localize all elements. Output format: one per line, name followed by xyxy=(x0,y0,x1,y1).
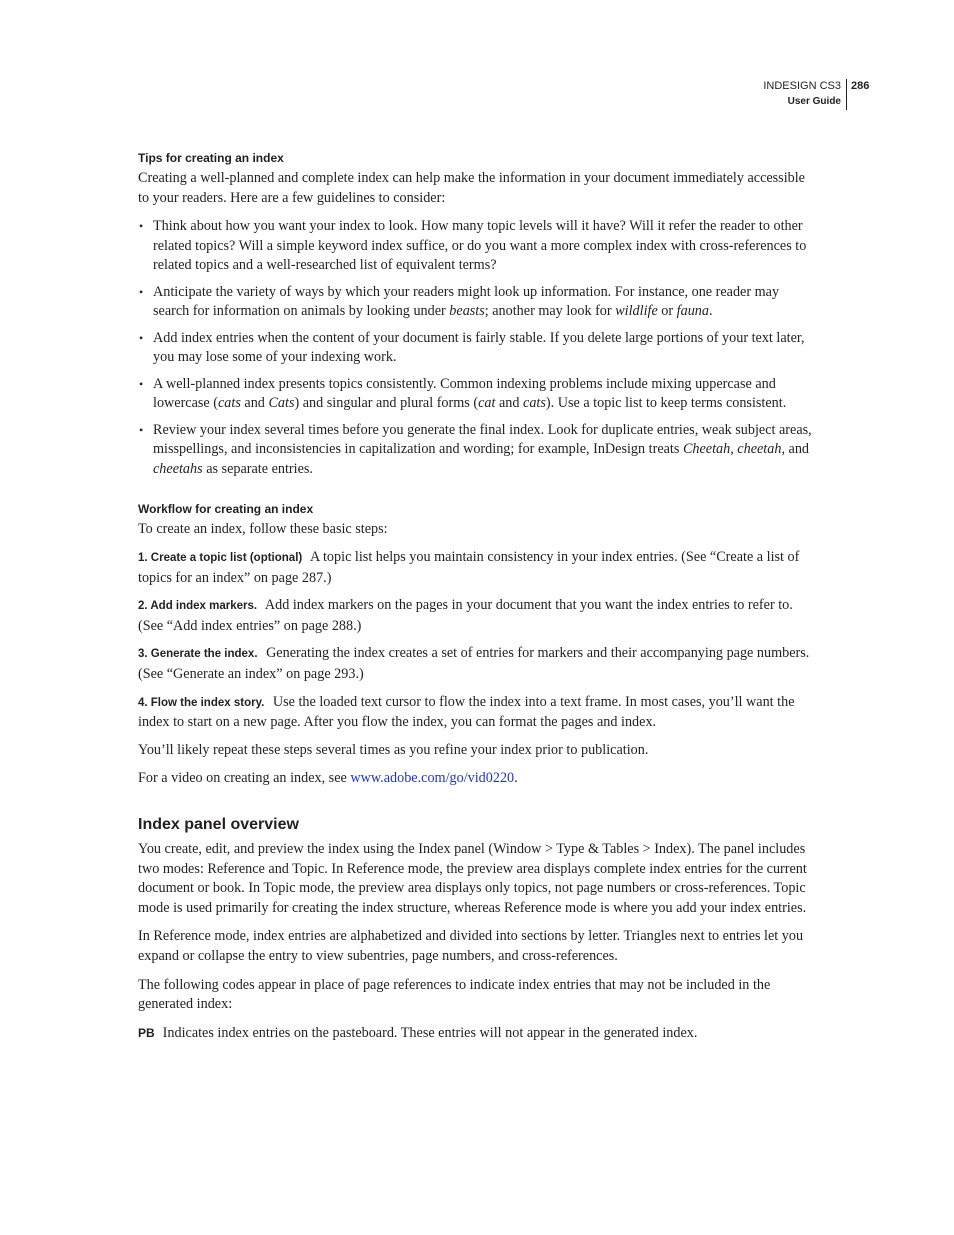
list-item: • Review your index several times before you generate the final index. Look for duplicate entries, weak subject areas, misspellings, and inconsistencies in capitalization and wording; for example, InDesign treats Cheetah, cheetah, and cheetahs as separate entries. xyxy=(138,421,818,480)
step-lead: 1. Create a topic list (optional) xyxy=(138,552,303,565)
code-definition: PB Indicates index entries on the pasteboard. These entries will not appear in the generated index. xyxy=(138,1024,698,1041)
panel-paragraph: The following codes appear in place of page references to indicate index entries that may not be included in the generated index: xyxy=(138,976,771,1013)
video-link[interactable]: www.adobe.com/go/vid0220 xyxy=(350,770,515,787)
list-item: • A well-planned index presents topics consistently. Common indexing problems include mixing uppercase and lowercase (cats and Cats) and singular and plural forms (cat and cats). Use a topic list to keep terms consistent. xyxy=(138,375,818,414)
step-lead: 2. Add index markers. xyxy=(138,600,258,613)
guide-name: User Guide xyxy=(787,96,841,107)
workflow-section xyxy=(138,501,818,790)
tips-heading: Tips for creating an index xyxy=(138,151,284,165)
index-panel-section xyxy=(138,815,818,1043)
step-lead: 4. Flow the index story. xyxy=(138,696,265,709)
product-name: INDESIGN CS3 xyxy=(763,80,841,92)
repeat-note: You’ll likely repeat these steps several times as you refine your index prior to publication. xyxy=(138,741,649,758)
workflow-step: 3. Generate the index. Generating the index creates a set of entries for markers and their accompanying page numbers. (See “Generate an index” on page 293.) xyxy=(138,645,810,683)
panel-paragraph: You create, edit, and preview the index using the Index panel (Window > Type & Tables > Index). The panel includes two modes: Reference and Topic. In Reference mode, the preview area displays complete index entries for the current document or book. In Topic mode, the preview area displays only topics, not page numbers or cross-references. Topic mode is used primarily for creating the index structure, whereas Reference mode is where you add your index entries. xyxy=(138,841,807,916)
running-header xyxy=(700,79,870,110)
page-content xyxy=(138,150,818,1043)
workflow-step: 2. Add index markers. Add index markers on the pages in your document that you want the index entries to refer to. (See “Add index entries” on page 288.) xyxy=(138,597,793,634)
tips-section xyxy=(138,150,818,480)
index-panel-heading: Index panel overview xyxy=(138,816,299,834)
list-item: • Anticipate the variety of ways by which your readers might look up information. For instance, one reader may search for information on animals by looking under beasts; another may look for wildlife or fauna. xyxy=(138,283,818,322)
workflow-intro: To create an index, follow these basic steps: xyxy=(138,520,388,537)
step-lead: 3. Generate the index. xyxy=(138,648,258,661)
list-item: • Add index entries when the content of your document is fairly stable. If you delete large portions of your text later, you may lose some of your indexing work. xyxy=(138,329,818,368)
workflow-step: 1. Create a topic list (optional) A topic list helps you maintain consistency in your index entries. (See “Create a list of topics for an index” on page 287.) xyxy=(138,549,800,586)
video-note: For a video on creating an index, see www.adobe.com/go/vid0220. xyxy=(138,770,518,787)
list-item: • Think about how you want your index to look. How many topic levels will it have? Will it refer the reader to other related topics? Will a simple keyword index suffice, or do you want a more complex index with cross-references to related topics and a well-researched list of equivalent terms? xyxy=(138,217,818,276)
code-label: PB xyxy=(138,1025,155,1040)
workflow-heading: Workflow for creating an index xyxy=(138,501,314,516)
page-number: 286 xyxy=(851,80,870,92)
tips-intro: Creating a well-planned and complete index can help make the information in your document immediately accessible to your readers. Here are a few guidelines to consider: xyxy=(138,170,805,206)
tips-list xyxy=(138,217,818,479)
workflow-step: 4. Flow the index story. Use the loaded text cursor to flow the index into a text frame. In most cases, you’ll want the index to start on a new page. After you flow the index, you can format the pages and index. xyxy=(138,693,795,731)
panel-paragraph: In Reference mode, index entries are alphabetized and divided into sections by letter. Triangles next to entries let you expand or collapse the entry to view subentries, page numbers, and cross-references. xyxy=(138,928,804,964)
